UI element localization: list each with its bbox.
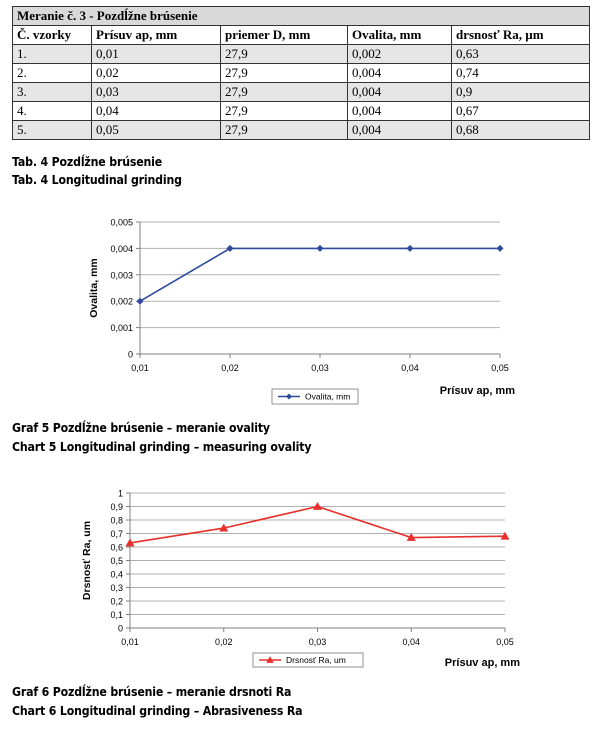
cell-sample: 1. — [13, 45, 92, 64]
y-tick-label: 0,7 — [110, 529, 123, 539]
data-point — [407, 245, 414, 252]
cell-ovality: 0,004 — [348, 83, 452, 102]
cell-ovality: 0,002 — [348, 45, 452, 64]
col-header-roughness: drsnosť Ra, µm — [452, 26, 590, 45]
cell-feed: 0,04 — [92, 102, 221, 121]
table-header-row — [13, 26, 590, 45]
col-header-ovality: Ovalita, mm — [348, 26, 452, 45]
y-tick-label: 0,001 — [110, 323, 133, 334]
y-tick-label: 0,1 — [110, 610, 123, 620]
x-tick-label: 0,05 — [496, 637, 514, 647]
table-row — [13, 64, 590, 83]
chart5-caption-sk: Graf 5 Pozdĺžne brúsenie – meranie ovality — [12, 420, 270, 435]
chart6-caption-en: Chart 6 Longitudinal grinding – Abrasiveness Ra — [12, 703, 303, 718]
y-axis-label: Ovalita, mm — [88, 258, 100, 318]
cell-sample: 2. — [13, 64, 92, 83]
chart5-caption-en: Chart 5 Longitudinal grinding – measuring ovality — [12, 439, 312, 454]
table-caption-sk: Tab. 4 Pozdĺžne brúsenie — [12, 154, 163, 169]
y-axis-label: Drsnosť Ra, um — [81, 520, 93, 601]
table-row — [13, 45, 590, 64]
y-tick-label: 0 — [127, 349, 133, 360]
y-tick-label: 0,9 — [110, 502, 123, 512]
y-tick-label: 0,5 — [110, 556, 123, 566]
y-tick-label: 0,002 — [110, 296, 133, 307]
x-tick-label: 0,04 — [402, 637, 421, 647]
cell-sample: 4. — [13, 102, 92, 121]
y-tick-label: 0,2 — [110, 596, 123, 607]
cell-diameter: 27,9 — [221, 121, 348, 140]
cell-roughness: 0,63 — [452, 45, 590, 64]
y-tick-label: 0,6 — [110, 542, 123, 553]
y-tick-label: 0,4 — [110, 569, 123, 580]
col-header-feed: Prísuv ap, mm — [92, 26, 221, 45]
y-tick-label: 0,3 — [110, 583, 123, 593]
data-point — [137, 298, 144, 305]
x-axis-label: Prísuv ap, mm — [444, 657, 520, 669]
y-tick-label: 0,003 — [110, 270, 133, 281]
table-caption-en: Tab. 4 Longitudinal grinding — [12, 172, 182, 187]
cell-feed: 0,05 — [92, 121, 221, 140]
ovality-chart — [0, 205, 600, 410]
data-point — [313, 502, 322, 510]
cell-sample: 5. — [13, 121, 92, 140]
roughness-chart — [0, 480, 600, 680]
x-tick-label: 0,03 — [311, 363, 329, 373]
measurement-table — [12, 6, 590, 140]
cell-roughness: 0,74 — [452, 64, 590, 83]
x-tick-label: 0,05 — [491, 363, 509, 373]
table-row — [13, 83, 590, 102]
col-header-sample: Č. vzorky — [13, 26, 92, 45]
cell-ovality: 0,004 — [348, 64, 452, 83]
cell-roughness: 0,68 — [452, 121, 590, 140]
y-tick-label: 0,005 — [110, 217, 133, 228]
cell-ovality: 0,004 — [348, 102, 452, 121]
cell-diameter: 27,9 — [221, 102, 348, 121]
col-header-diameter: priemer D, mm — [221, 26, 348, 45]
x-tick-label: 0,02 — [214, 637, 233, 647]
data-point — [227, 245, 234, 252]
table-row — [13, 121, 590, 140]
cell-sample: 3. — [13, 83, 92, 102]
cell-diameter: 27,9 — [221, 45, 348, 64]
data-point — [317, 245, 324, 252]
x-tick-label: 0,01 — [121, 637, 139, 647]
cell-roughness: 0,67 — [452, 102, 590, 121]
cell-roughness: 0,9 — [452, 83, 590, 102]
series-line — [130, 507, 505, 543]
cell-feed: 0,02 — [92, 64, 221, 83]
y-tick-label: 0,004 — [110, 243, 133, 254]
table-row — [13, 102, 590, 121]
legend-label: Drsnosť Ra, um — [286, 655, 346, 665]
x-tick-label: 0,01 — [131, 363, 149, 373]
cell-feed: 0,01 — [92, 45, 221, 64]
x-tick-label: 0,03 — [308, 637, 327, 647]
x-axis-label: Prísuv ap, mm — [439, 385, 515, 397]
cell-diameter: 27,9 — [221, 83, 348, 102]
table-title: Meranie č. 3 - Pozdĺžne brúsenie — [13, 7, 590, 26]
y-tick-label: 0,8 — [110, 515, 123, 526]
cell-diameter: 27,9 — [221, 64, 348, 83]
y-tick-label: 1 — [117, 488, 123, 499]
cell-feed: 0,03 — [92, 83, 221, 102]
cell-ovality: 0,004 — [348, 121, 452, 140]
legend-label: Ovalita, mm — [305, 391, 351, 402]
x-tick-label: 0,04 — [401, 363, 419, 373]
x-tick-label: 0,02 — [221, 363, 239, 373]
data-point — [497, 245, 504, 252]
y-tick-label: 0 — [117, 623, 123, 634]
chart6-caption-sk: Graf 6 Pozdĺžne brúsenie – meranie drsnoti Ra — [12, 684, 292, 699]
